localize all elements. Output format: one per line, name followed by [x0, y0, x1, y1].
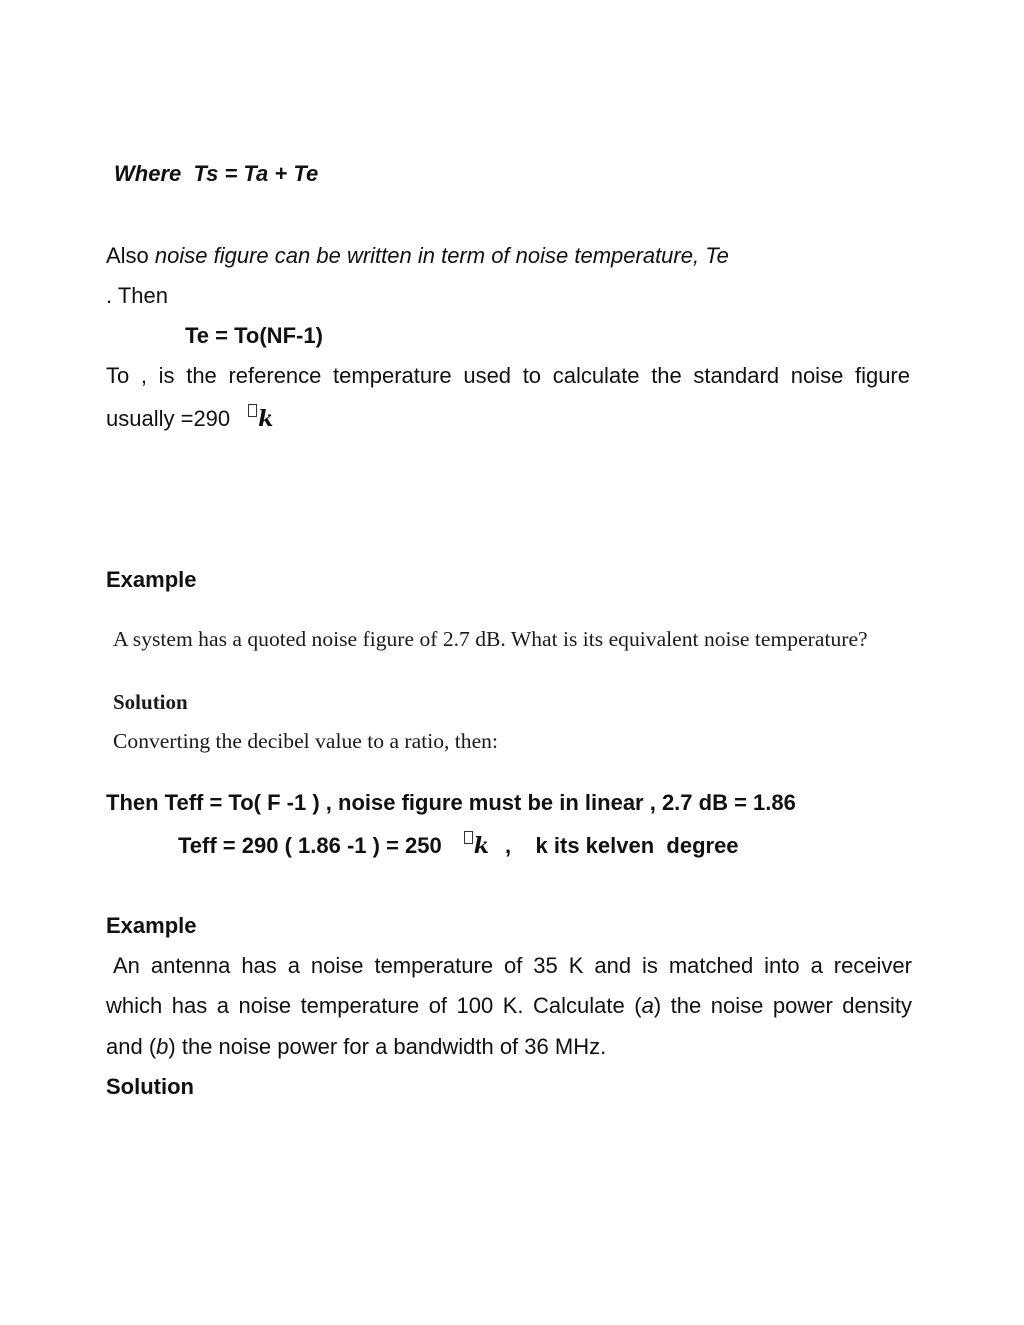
- where-label: Where: [114, 161, 182, 186]
- teff-line: Then Teff = To( F -1 ) , noise figure must be in linear , 2.7 dB = 1.86: [106, 790, 796, 815]
- example1-converting: Converting the decibel value to a ratio, then:: [113, 729, 498, 753]
- example2-var-a: a: [641, 993, 654, 1018]
- then-line: . Then: [106, 283, 168, 308]
- kelvin-note: , k its kelven degree: [504, 833, 739, 858]
- example2-var-b: b: [156, 1034, 169, 1059]
- teff-calc: Teff = 290 ( 1.86 -1 ) = 250: [178, 833, 442, 858]
- example2-line2: [106, 993, 912, 1019]
- degree-icon: [464, 831, 473, 844]
- where-line: [114, 161, 318, 187]
- example2-line2-pre: which has a noise temperature of 100 K. Calculate (: [106, 993, 642, 1018]
- usually-line: [106, 404, 273, 432]
- usually-text: usually =290: [106, 406, 231, 431]
- example2-solution-label: Solution: [106, 1074, 194, 1099]
- also-word: Also: [106, 243, 149, 268]
- example1-heading: Example: [106, 567, 197, 592]
- also-rest: noise figure can be written in term of noise temperature, Te: [154, 243, 729, 268]
- teff-calc-line: [178, 831, 739, 859]
- also-line: [106, 243, 729, 269]
- reference-temperature-line: To , is the reference temperature used to calculate the standard noise figure: [106, 363, 910, 388]
- example2-line2-post: ) the noise power density: [653, 993, 912, 1018]
- example2-line1: An antenna has a noise temperature of 35 K and is matched into a receiver: [113, 953, 912, 978]
- ts-equation: Ts = Ta + Te: [193, 161, 319, 186]
- example2-line3: [106, 1034, 606, 1060]
- example2-line3-post: ) the noise power for a bandwidth of 36 MHz.: [168, 1034, 607, 1059]
- example1-problem: A system has a quoted noise figure of 2.7 dB. What is its equivalent noise temperature?: [113, 627, 868, 651]
- example1-solution-label: Solution: [113, 690, 188, 714]
- te-equation: Te = To(NF-1): [185, 323, 323, 348]
- kelvin-symbol: k: [258, 406, 274, 432]
- degree-icon: [248, 404, 257, 417]
- kelvin-symbol: k: [473, 833, 489, 859]
- example2-heading: Example: [106, 913, 197, 938]
- example2-line3-pre: and (: [106, 1034, 157, 1059]
